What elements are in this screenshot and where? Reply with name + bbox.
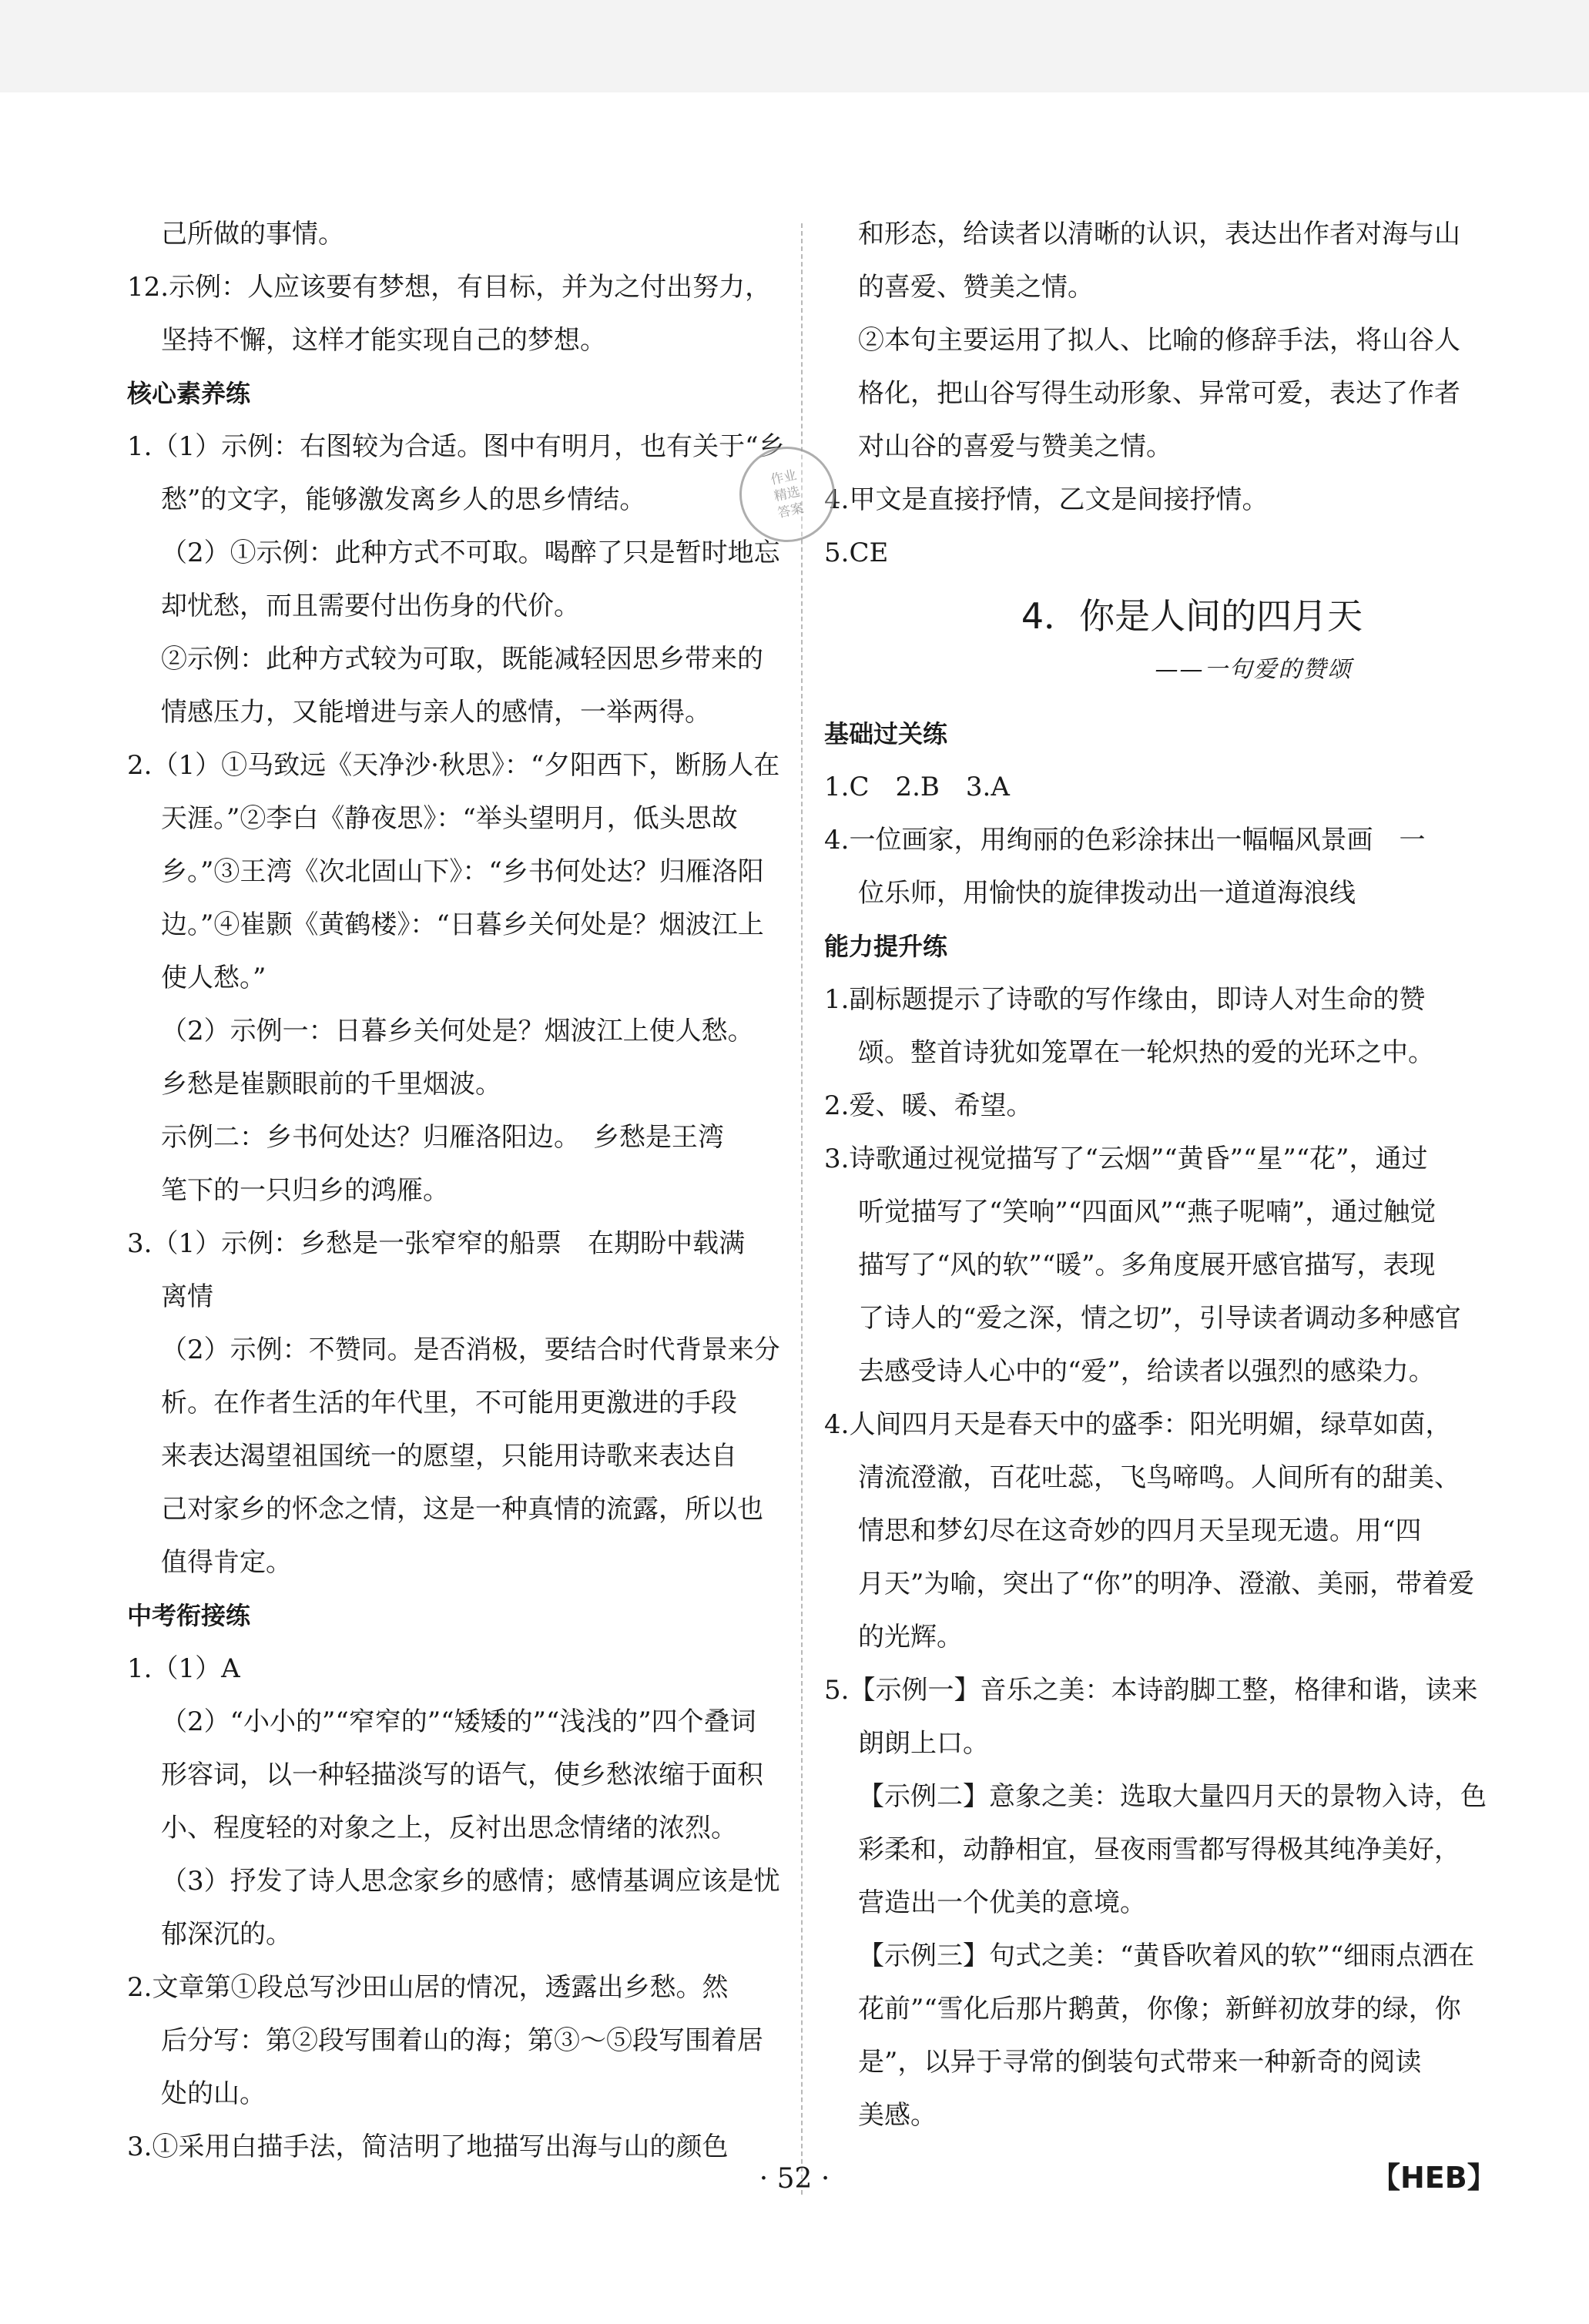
right-column-top <box>824 208 1467 580</box>
section-heading: 基础过关练 <box>824 719 948 748</box>
text-line: 【示例二】意象之美：选取大量四月天的景物入诗，色 <box>858 1781 1487 1812</box>
text-line: 1.C 2.B 3.A <box>824 772 1010 802</box>
text-line: 3.①采用白描手法，简洁明了地描写出海与山的颜色 <box>127 2131 729 2162</box>
text-line: 描写了“风的软”“暖”。多角度展开感官描写，表现 <box>858 1250 1436 1281</box>
text-line: （2）“小小的”“窄窄的”“矮矮的”“浅浅的”四个叠词 <box>161 1706 756 1737</box>
text-line: 却忧愁，而且需要付出伤身的代价。 <box>161 591 580 621</box>
text-line: 边。”④崔颢《黄鹤楼》：“日暮乡关何处是？烟波江上 <box>161 909 764 940</box>
text-line: 美感。 <box>858 2100 937 2131</box>
text-line: 示例二：乡书何处达？归雁洛阳边。 乡愁是王湾 <box>161 1122 724 1153</box>
text-line: 己所做的事情。 <box>161 219 344 249</box>
text-line: 己对家乡的怀念之情，这是一种真情的流露，所以也 <box>161 1494 763 1525</box>
text-line: （2）示例一：日暮乡关何处是？烟波江上使人愁。 <box>161 1016 754 1046</box>
text-line: 彩柔和，动静相宜，昼夜雨雪都写得极其纯净美好， <box>858 1834 1460 1865</box>
text-line: ②示例：此种方式较为可取，既能减轻因思乡带来的 <box>161 644 763 675</box>
text-line: 离情 <box>161 1281 213 1312</box>
lesson-heading <box>824 584 1467 692</box>
text-line: 是”，以异于寻常的倒装句式带来一种新奇的阅读 <box>858 2047 1422 2078</box>
text-line: 12.示例：人应该要有梦想，有目标，并为之付出努力， <box>127 272 772 303</box>
text-line: 值得肯定。 <box>161 1547 292 1578</box>
text-line: 4.一位画家，用绚丽的色彩涂抹出一幅幅风景画 一 <box>824 825 1426 856</box>
section-heading: 能力提升练 <box>824 932 948 961</box>
text-line: 后分写：第②段写围着山的海；第③～⑤段写围着居 <box>161 2025 763 2056</box>
stamp-line: 答案 <box>776 501 806 521</box>
text-line: 4.人间四月天是春天中的盛季：阳光明媚，绿草如茵， <box>824 1409 1452 1440</box>
text-line: 1.（1）示例：右图较为合适。图中有明月，也有关于“乡 <box>127 431 785 462</box>
text-line: 处的山。 <box>161 2078 266 2109</box>
text-line: 天涯。”②李白《静夜思》：“举头望明月，低头思故 <box>161 803 738 834</box>
text-line: 笔下的一只归乡的鸿雁。 <box>161 1175 449 1206</box>
text-line: 1.（1）A <box>127 1653 240 1684</box>
stamp-line: 作业 <box>769 467 799 488</box>
section-heading: 核心素养练 <box>127 379 251 408</box>
text-line: ②本句主要运用了拟人、比喻的修辞手法，将山谷人 <box>858 325 1460 356</box>
page-number: · 52 · <box>759 2163 830 2195</box>
text-line: 3.（1）示例：乡愁是一张窄窄的船票 在期盼中载满 <box>127 1228 746 1259</box>
text-line: （2）示例：不赞同。是否消极，要结合时代背景来分 <box>161 1334 780 1365</box>
text-line: 4.甲文是直接抒情，乙文是间接抒情。 <box>824 484 1269 515</box>
text-line: 5.【示例一】音乐之美：本诗韵脚工整，格律和谐，读来 <box>824 1675 1478 1706</box>
text-line: 【示例三】句式之美：“黄昏吹着风的软”“细雨点洒在 <box>858 1941 1475 1971</box>
right-column <box>824 208 1487 2142</box>
text-line: 的光辉。 <box>858 1622 963 1653</box>
text-line: （3）抒发了诗人思念家乡的感情；感情基调应该是忧 <box>161 1866 780 1897</box>
edition-code: 【HEB】 <box>1371 2161 1497 2195</box>
text-line: 去感受诗人心中的“爱”，给读者以强烈的感染力。 <box>858 1356 1435 1387</box>
text-line: 3.诗歌通过视觉描写了“云烟”“黄昏”“星”“花”，通过 <box>824 1144 1428 1174</box>
text-line: 了诗人的“爱之深，情之切”，引导读者调动多种感官 <box>858 1303 1461 1334</box>
text-line: 朗朗上口。 <box>858 1728 989 1759</box>
text-line: 乡愁是崔颢眼前的千里烟波。 <box>161 1069 501 1100</box>
text-line: 2.文章第①段总写沙田山居的情况，透露出乡愁。然 <box>127 1972 729 2003</box>
text-line: 坚持不懈，这样才能实现自己的梦想。 <box>161 325 606 356</box>
text-line: 花前”“雪化后那片鹅黄，你像；新鲜初放芽的绿，你 <box>858 1994 1461 2024</box>
text-line: 乡。”③王湾《次北固山下》：“乡书何处达？归雁洛阳 <box>161 856 764 887</box>
text-line: 5.CE <box>824 537 889 568</box>
text-line: 营造出一个优美的意境。 <box>858 1887 1146 1918</box>
text-line: 形容词，以一种轻描淡写的语气，使乡愁浓缩于面积 <box>161 1760 763 1790</box>
text-line: 来表达渴望祖国统一的愿望，只能用诗歌来表达自 <box>161 1441 737 1472</box>
text-line: 位乐师，用愉快的旋律拨动出一道道海浪线 <box>858 878 1356 909</box>
section-heading: 中考衔接练 <box>127 1601 251 1630</box>
text-line: 的喜爱、赞美之情。 <box>858 272 1094 303</box>
top-scan-band <box>0 0 1589 92</box>
text-line: 郁深沉的。 <box>161 1919 292 1950</box>
lesson-title: 4．你是人间的四月天 <box>1021 595 1363 637</box>
stamp-line: 精选 <box>773 484 802 505</box>
text-line: 情思和梦幻尽在这奇妙的四月天呈现无遗。用“四 <box>858 1515 1422 1546</box>
text-line: 听觉描写了“笑响”“四面风”“燕子呢喃”，通过触觉 <box>858 1197 1436 1227</box>
text-line: 清流澄澈，百花吐蕊，飞鸟啼鸣。人间所有的甜美、 <box>858 1462 1460 1493</box>
text-line: 1.副标题提示了诗歌的写作缘由，即诗人对生命的赞 <box>824 984 1426 1015</box>
text-line: 小、程度轻的对象之上，反衬出思念情绪的浓烈。 <box>161 1813 737 1843</box>
text-line: 颂。整首诗犹如笼罩在一轮炽热的爱的光环之中。 <box>858 1037 1434 1068</box>
text-line: 析。在作者生活的年代里，不可能用更激进的手段 <box>161 1388 737 1418</box>
text-line: （2）①示例：此种方式不可取。喝醉了只是暂时地忘 <box>161 537 780 568</box>
text-line: 2.爱、暖、希望。 <box>824 1090 1033 1121</box>
text-line: 使人愁。” <box>161 963 267 993</box>
text-line: 愁”的文字，能够激发离乡人的思乡情结。 <box>161 484 646 515</box>
lesson-subtitle: ——一句爱的赞颂 <box>1155 656 1353 683</box>
text-line: 月天”为喻，突出了“你”的明净、澄澈、美丽，带着爱 <box>858 1569 1475 1599</box>
right-column-bottom <box>824 708 1487 2142</box>
text-line: 2.（1）①马致远《天净沙·秋思》：“夕阳西下，断肠人在 <box>127 750 780 781</box>
text-line: 情感压力，又能增进与亲人的感情，一举两得。 <box>161 697 711 728</box>
text-line: 对山谷的喜爱与赞美之情。 <box>858 431 1172 462</box>
text-line: 和形态，给读者以清晰的认识，表达出作者对海与山 <box>858 219 1460 249</box>
text-line: 格化，把山谷写得生动形象、异常可爱，表达了作者 <box>858 378 1460 409</box>
